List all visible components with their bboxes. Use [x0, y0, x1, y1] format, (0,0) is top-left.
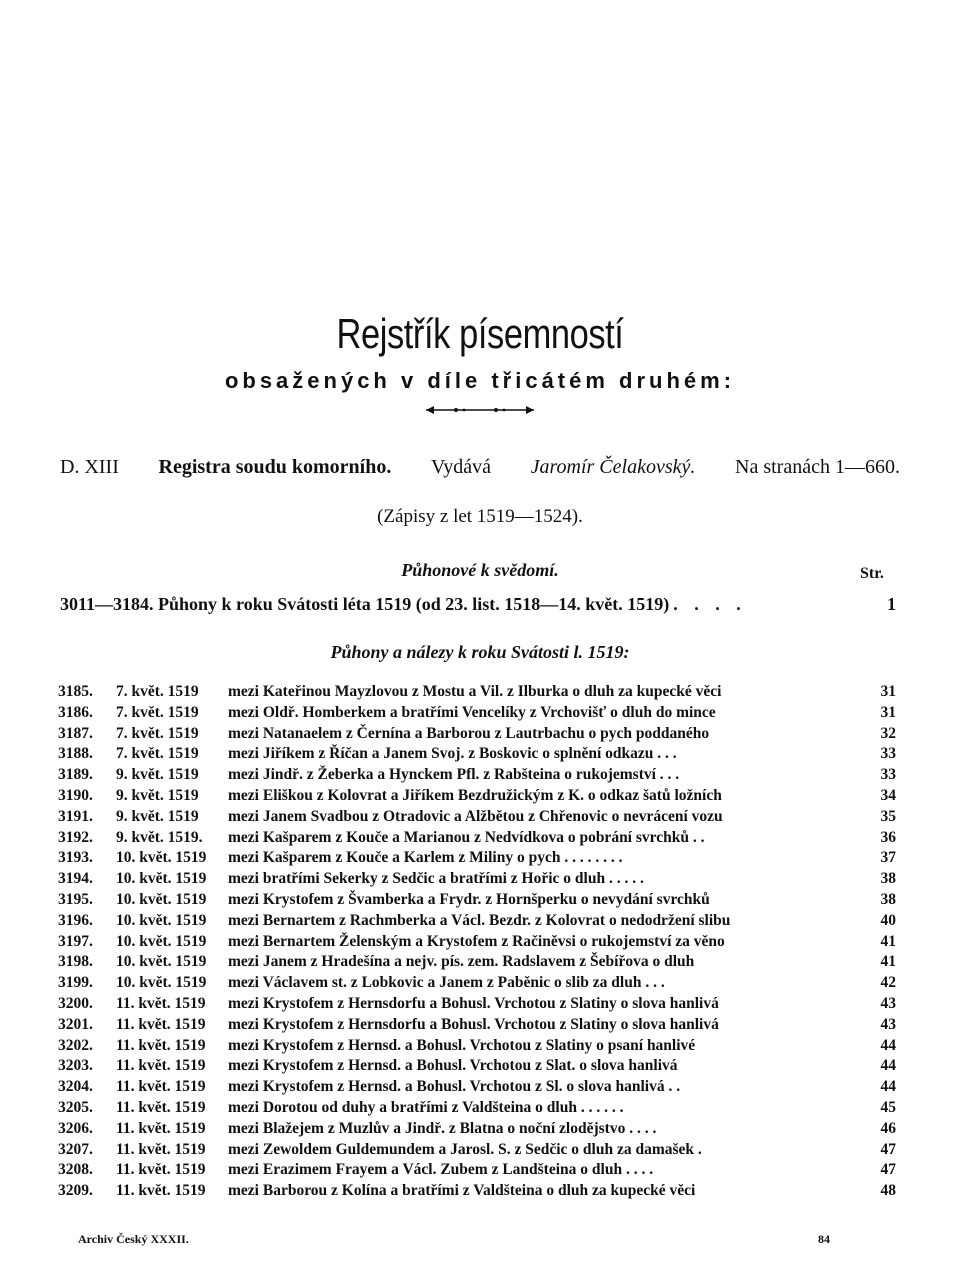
list-item	[58, 1098, 896, 1119]
entry-text: mezi Bernartem z Rachmberka a Václ. Bezdr. z Kolovrat o nedodržení slibu	[228, 911, 731, 929]
page-title: Rejstřík písemností	[336, 310, 624, 357]
entry-number: 3197.	[58, 932, 93, 950]
volume-header	[60, 456, 900, 479]
range-leader: . . . .	[673, 594, 747, 614]
list-item	[58, 1160, 896, 1181]
entry-text: mezi Krystofem z Hernsd. a Bohusl. Vrchotou z Slatiny o psaní hanlivé	[228, 1036, 696, 1054]
entry-page: 45	[880, 1098, 896, 1116]
entry-text: mezi Jindř. z Žeberka a Hynckem Pfl. z Rabšteina o rukojemství . . .	[228, 766, 680, 784]
entry-date: 7. květ. 1519	[116, 683, 199, 700]
entry-page: 35	[880, 807, 896, 825]
entry-date: 11. květ. 1519	[116, 1119, 206, 1137]
entry-date: 10. květ. 1519	[116, 911, 207, 929]
list-item	[58, 682, 896, 703]
entry-text: mezi bratřími Sekerky z Sedčic a bratřími z Hořic o dluh . . . . .	[228, 870, 644, 888]
entry-number: 3189.	[58, 766, 93, 784]
entry-number: 3198.	[58, 953, 93, 971]
entry-number: 3188.	[58, 745, 93, 763]
entry-page: 43	[880, 1015, 896, 1033]
years-note: (Zápisy z let 1519—1524).	[377, 506, 583, 527]
entry-text: mezi Blažejem z Muzlův a Jindř. z Blatna o noční zlodějstvo . . . .	[228, 1119, 657, 1137]
entry-date: 7. květ. 1519	[116, 745, 199, 763]
entry-number: 3206.	[58, 1119, 93, 1137]
entry-number: 3199.	[58, 974, 93, 992]
entry-date: 11. květ. 1519	[116, 1161, 206, 1179]
list-item	[58, 1036, 896, 1057]
entry-text: mezi Eliškou z Kolovrat a Jiříkem Bezdružickým z K. o odkaz šatů ložních	[228, 786, 722, 804]
entry-text: mezi Janem z Hradešína a nejv. pís. zem. Radslavem z Šebířova o dluh	[228, 953, 695, 971]
entry-date: 11. květ. 1519	[116, 1036, 206, 1054]
footer-signature: 84	[818, 1232, 830, 1246]
entry-date: 11. květ. 1519	[116, 1015, 206, 1033]
entry-page: 43	[880, 994, 896, 1012]
entry-page: 31	[880, 683, 896, 700]
range-page: 1	[887, 594, 896, 614]
entry-number: 3194.	[58, 870, 93, 888]
list-item	[58, 703, 896, 724]
list-item	[58, 890, 896, 911]
list-item	[58, 1181, 896, 1202]
entry-number: 3187.	[58, 724, 93, 742]
entry-text: mezi Krystofem z Švamberka a Frydr. z Hornšperku o nevydání svrchků	[228, 890, 710, 908]
entry-page: 38	[880, 890, 896, 908]
footer-source: Archiv Český XXXII.	[78, 1232, 189, 1246]
entry-page: 46	[880, 1119, 896, 1137]
list-item	[58, 786, 896, 807]
list-item	[58, 1140, 896, 1161]
entry-date: 11. květ. 1519	[116, 1057, 206, 1075]
editor-name: Jaromír Čelakovský.	[530, 456, 696, 478]
entry-number: 3205.	[58, 1098, 93, 1116]
entry-date: 9. květ. 1519.	[116, 828, 203, 846]
entry-text: mezi Natanaelem z Černína a Barborou z Lautrbachu o pych poddaného	[228, 724, 710, 742]
entry-number: 3192.	[58, 828, 93, 846]
entry-page: 44	[880, 1078, 896, 1096]
entry-text: mezi Dorotou od duhy a bratřími z Valdšteina o dluh . . . . . .	[228, 1098, 624, 1116]
list-item	[58, 765, 896, 786]
entry-text: mezi Krystofem z Hernsdorfu a Bohusl. Vrchotou z Slatiny o slova hanlivá	[228, 994, 719, 1012]
list-item	[58, 932, 896, 953]
entry-text: mezi Zewoldem Guldemundem a Jarosl. S. z Sedčic o dluh za damašek .	[228, 1140, 702, 1158]
entry-number: 3193.	[58, 849, 93, 867]
entry-date: 11. květ. 1519	[116, 1078, 206, 1096]
entry-number: 3200.	[58, 994, 93, 1012]
entry-number: 3209.	[58, 1182, 93, 1200]
publisher-label: Vydává	[430, 456, 491, 478]
entry-page: 47	[880, 1161, 896, 1179]
entry-text: mezi Václavem st. z Lobkovic a Janem z Paběnic o slib za dluh . . .	[228, 974, 665, 992]
entry-text: mezi Krystofem z Hernsd. a Bohusl. Vrchotou z Sl. o slova hanlivá . .	[228, 1078, 681, 1096]
entry-date: 7. květ. 1519	[116, 724, 199, 742]
entry-text: mezi Kateřinou Mayzlovou z Mostu a Vil. z Ilburka o dluh za kupecké věci	[228, 683, 722, 700]
entry-page: 41	[880, 953, 896, 971]
entry-date: 11. květ. 1519	[116, 1098, 206, 1116]
range-text: 3011—3184. Půhony k roku Svátosti léta 1519 (od 23. list. 1518—14. květ. 1519)	[60, 594, 670, 614]
entry-list	[58, 682, 896, 1202]
list-item	[58, 1056, 896, 1077]
list-item	[58, 848, 896, 869]
entry-text: mezi Janem Svadbou z Otradovic a Alžbětou z Chřenovic o nevrácení vozu	[228, 807, 723, 825]
entry-date: 10. květ. 1519	[116, 953, 207, 971]
section-heading: Půhony a nálezy k roku Svátosti l. 1519:	[330, 642, 630, 662]
entry-number: 3191.	[58, 807, 93, 825]
entry-date: 10. květ. 1519	[116, 932, 207, 950]
entry-date: 7. květ. 1519	[116, 703, 199, 721]
list-item	[58, 911, 896, 932]
entry-number: 3202.	[58, 1036, 93, 1054]
entry-number: 3204.	[58, 1078, 93, 1096]
entry-text: mezi Bernartem Želenským a Krystofem z Račiněvsi o rukojemství za věno	[228, 932, 725, 950]
entry-number: 3190.	[58, 786, 93, 804]
entry-date: 10. květ. 1519	[116, 870, 207, 888]
entry-number: 3185.	[58, 683, 93, 700]
entry-page: 31	[880, 703, 896, 721]
entry-number: 3196.	[58, 911, 93, 929]
entry-page: 48	[880, 1182, 896, 1200]
entry-date: 11. květ. 1519	[116, 1140, 206, 1158]
registry-title: Registra soudu komorního.	[158, 456, 392, 478]
entry-text: mezi Krystofem z Hernsd. a Bohusl. Vrchotou z Slat. o slova hanlivá	[228, 1057, 678, 1075]
range-entry	[60, 594, 896, 615]
entry-number: 3186.	[58, 703, 93, 721]
entry-page: 42	[880, 974, 896, 992]
entry-text: mezi Krystofem z Hernsdorfu a Bohusl. Vrchotou z Slatiny o slova hanlivá	[228, 1015, 719, 1033]
entry-date: 10. květ. 1519	[116, 974, 207, 992]
entry-number: 3201.	[58, 1015, 93, 1033]
entry-page: 36	[880, 828, 896, 846]
entry-page: 37	[880, 849, 896, 867]
entry-page: 44	[880, 1057, 896, 1075]
entry-number: 3195.	[58, 890, 93, 908]
entry-page: 33	[880, 766, 896, 784]
list-item	[58, 869, 896, 890]
entry-text: mezi Jiříkem z Říčan a Janem Svoj. z Boskovic o splnění odkazu . . .	[228, 745, 677, 763]
entry-date: 9. květ. 1519	[116, 786, 199, 804]
entry-number: 3207.	[58, 1140, 93, 1158]
entry-page: 47	[880, 1140, 896, 1158]
list-item	[58, 828, 896, 849]
list-item	[58, 973, 896, 994]
entry-page: 41	[880, 932, 896, 950]
entry-text: mezi Barborou z Kolína a bratřími z Valdšteina o dluh za kupecké věci	[228, 1182, 696, 1200]
page-range: Na stranách 1—660.	[735, 456, 900, 478]
list-item	[58, 744, 896, 765]
entry-date: 10. květ. 1519	[116, 890, 207, 908]
entry-page: 32	[880, 724, 896, 742]
entry-page: 44	[880, 1036, 896, 1054]
list-item	[58, 1015, 896, 1036]
list-item	[58, 1119, 896, 1140]
entry-text: mezi Oldř. Homberkem a bratřími Vencelíky z Vrchovišť o dluh do mince	[228, 703, 716, 721]
list-item	[58, 807, 896, 828]
entry-page: 34	[880, 786, 896, 804]
page-subtitle: obsažených v díle třicátém druhém:	[224, 368, 736, 393]
entry-page: 40	[880, 911, 896, 929]
list-item	[58, 994, 896, 1015]
entry-text: mezi Kašparem z Kouče a Karlem z Miliny o pych . . . . . . . .	[228, 849, 623, 867]
list-item	[58, 724, 896, 745]
entry-date: 9. květ. 1519	[116, 807, 199, 825]
list-item	[58, 952, 896, 973]
entry-number: 3203.	[58, 1057, 93, 1075]
entry-date: 9. květ. 1519	[116, 766, 199, 784]
list-item	[58, 1077, 896, 1098]
entry-date: 11. květ. 1519	[116, 1182, 206, 1200]
entry-text: mezi Erazimem Frayem a Václ. Zubem z Landšteina o dluh . . . .	[228, 1161, 654, 1179]
entry-number: 3208.	[58, 1161, 93, 1179]
volume-label: D. XIII	[60, 456, 119, 478]
entry-date: 10. květ. 1519	[116, 849, 207, 867]
entry-text: mezi Kašparem z Kouče a Marianou z Nedvídkova o pobrání svrchků . .	[228, 828, 705, 846]
entry-date: 11. květ. 1519	[116, 994, 206, 1012]
section-heading: Půhonové k svědomí.	[401, 560, 559, 580]
ornament-divider-icon	[420, 404, 540, 416]
entry-page: 33	[880, 745, 896, 763]
page-column-label: Str.	[860, 565, 884, 582]
entry-page: 38	[880, 870, 896, 888]
